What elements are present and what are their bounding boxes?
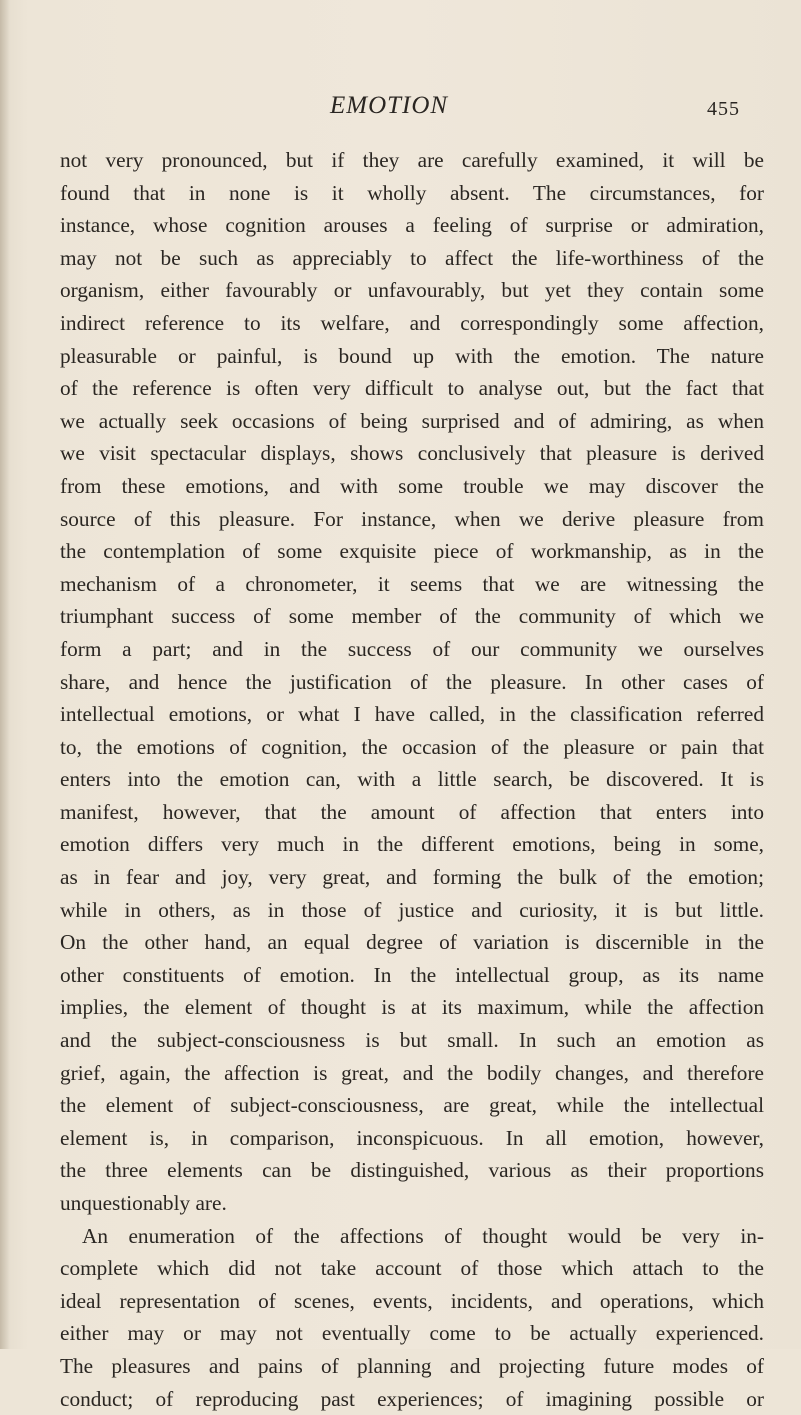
- text-line: of the reference is often very difficult to analyse out, but the fact that: [60, 376, 764, 401]
- running-head: [0, 92, 801, 132]
- text-line: not very pronounced, but if they are carefully examined, it will be: [60, 148, 764, 172]
- text-line: organism, either favourably or unfavourably, but yet they contain some: [60, 278, 764, 303]
- text-line: other constituents of emotion. In the intellectual group, as its name: [60, 962, 764, 987]
- text-line: manifest, however, that the amount of affection that enters into: [60, 799, 764, 824]
- text-line: as in fear and joy, very great, and forming the bulk of the emotion;: [60, 865, 764, 890]
- chapter-title: EMOTION: [330, 92, 449, 119]
- paragraph-end-line: unquestionably are.: [60, 1191, 227, 1215]
- body-text: [60, 144, 764, 1415]
- text-line: may not be such as appreciably to affect the life-worthiness of the: [60, 245, 764, 270]
- text-line: implies, the element of thought is at its maximum, while the affection: [60, 995, 764, 1020]
- text-line: The pleasures and pains of planning and projecting future modes of: [60, 1353, 764, 1378]
- text-line: either may or may not eventually come to be actually experienced.: [60, 1321, 764, 1346]
- text-line: form a part; and in the success of our community we ourselves: [60, 636, 764, 661]
- text-line: source of this pleasure. For instance, when we derive pleasure from: [60, 506, 764, 531]
- text-line: grief, again, the affection is great, and the bodily changes, and therefore: [60, 1060, 764, 1085]
- text-line: conduct; of reproducing past experiences; of imagining possible or: [60, 1386, 764, 1411]
- text-line: found that in none is it wholly absent. The circumstances, for: [60, 180, 764, 205]
- text-line: mechanism of a chronometer, it seems that we are witnessing the: [60, 571, 764, 596]
- text-line: we visit spectacular displays, shows conclusively that pleasure is derived: [60, 441, 764, 466]
- text-line: pleasurable or painful, is bound up with the emotion. The nature: [60, 343, 764, 368]
- text-line: share, and hence the justification of the pleasure. In other cases of: [60, 669, 764, 694]
- page-gutter-shadow: [0, 0, 10, 1349]
- text-line: intellectual emotions, or what I have called, in the classification referred: [60, 702, 764, 727]
- paragraph-start-line: An enumeration of the affections of thought would be very in-: [82, 1223, 764, 1248]
- text-line: triumphant success of some member of the community of which we: [60, 604, 764, 629]
- text-line: the three elements can be distinguished, various as their proportions: [60, 1158, 764, 1183]
- text-line: instance, whose cognition arouses a feeling of surprise or admiration,: [60, 213, 764, 238]
- text-line: indirect reference to its welfare, and correspondingly some affection,: [60, 310, 764, 335]
- text-line: emotion differs very much in the different emotions, being in some,: [60, 832, 764, 857]
- text-line: ideal representation of scenes, events, incidents, and operations, which: [60, 1288, 764, 1313]
- text-line: enters into the emotion can, with a little search, be discovered. It is: [60, 767, 764, 792]
- text-line: complete which did not take account of those which attach to the: [60, 1256, 764, 1281]
- page-number: 455: [707, 98, 740, 120]
- text-line: element is, in comparison, inconspicuous. In all emotion, however,: [60, 1125, 764, 1150]
- text-line: the element of subject-consciousness, are great, while the intellectual: [60, 1093, 764, 1118]
- text-line: On the other hand, an equal degree of variation is discernible in the: [60, 930, 764, 955]
- text-line: we actually seek occasions of being surprised and of admiring, as when: [60, 408, 764, 433]
- text-line: and the subject-consciousness is but small. In such an emotion as: [60, 1028, 764, 1053]
- text-line: while in others, as in those of justice and curiosity, it is but little.: [60, 897, 764, 922]
- text-line: to, the emotions of cognition, the occasion of the pleasure or pain that: [60, 734, 764, 759]
- text-line: the contemplation of some exquisite piece of workmanship, as in the: [60, 539, 764, 564]
- text-line: from these emotions, and with some trouble we may discover the: [60, 473, 764, 498]
